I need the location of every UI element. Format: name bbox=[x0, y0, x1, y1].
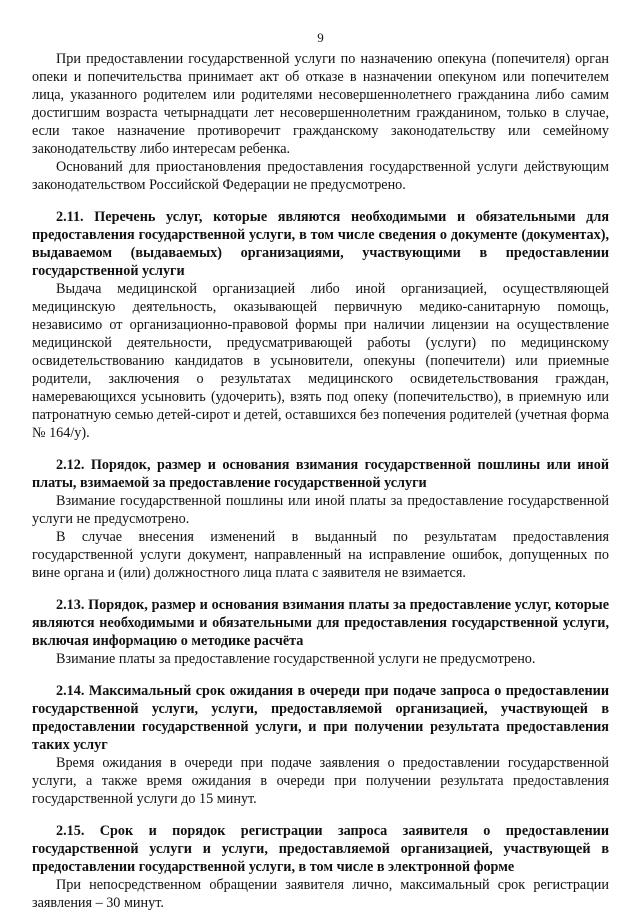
section-heading-2-13: 2.13. Порядок, размер и основания взимания платы за предоставление услуг, которые являются необходимыми и обязательными для предоставления государственной услуги, включая информацию о методике расчёта bbox=[32, 597, 609, 649]
paragraph-2-11-medical: Выдача медицинской организацией либо иной организацией, осуществляющей медицинскую деятельность, оказывающей первичную медико-санитарную помощь, независимо от организационно-правовой формы при наличии лицензии на осуществление медицинской деятельности, предусматривающей работы (услуги) по медицинскому освидетельствованию кандидатов в усыновители, опекуны (попечители) или приемные родители, заключения о результатах медицинского освидетельствования граждан, намеревающихся усыновить (удочерить), взять под опеку (попечительство), в приемную или патронатную семью детей-сирот и детей, оставшихся без попечения родителей (учетная форма № 164/у). bbox=[32, 281, 609, 441]
section-heading-2-15: 2.15. Срок и порядок регистрации запроса заявителя о предоставлении государственной услуги и услуги, предоставляемой организацией, участвующей в предоставлении государственной услуги, в том числе в электронной форме bbox=[32, 823, 609, 875]
paragraph-2-15-registration: При непосредственном обращении заявителя лично, максимальный срок регистрации заявления – 30 минут. bbox=[32, 877, 609, 911]
paragraph-guardian-refusal: При предоставлении государственной услуги по назначению опекуна (попечителя) орган опеки и попечительства принимает акт об отказе в назначении опекуном или попечителем лица, указанного родителем или родителями несовершеннолетнего гражданина либо самим достигшим возраста четырнадцати лет несовершеннолетним гражданином, только в случае, если такое назначение противоречит гражданскому законодательству или семейному законодательству либо интересам ребенка. bbox=[32, 51, 609, 157]
section-heading-2-11: 2.11. Перечень услуг, которые являются необходимыми и обязательными для предоставления государственной услуги, в том числе сведения о документе (документах), выдаваемом (выдаваемых) организациями, участвующими в предоставлении государственной услуги bbox=[32, 209, 609, 279]
paragraph-2-12-no-fee: Взимание государственной пошлины или иной платы за предоставление государственной услуги не предусмотрено. bbox=[32, 493, 609, 527]
paragraph-no-suspension: Оснований для приостановления предоставления государственной услуги действующим законодательством Российской Федерации не предусмотрено. bbox=[32, 159, 609, 193]
paragraph-2-13-no-fee: Взимание платы за предоставление государственной услуги не предусмотрено. bbox=[56, 651, 536, 667]
page-number: 9 bbox=[317, 30, 324, 45]
paragraph-2-14-queue-time: Время ожидания в очереди при подаче заявления о предоставлении государственной услуги, а также время ожидания в очереди при получении результата предоставления государственной услуги до 15 минут. bbox=[32, 755, 609, 807]
section-heading-2-14: 2.14. Максимальный срок ожидания в очереди при подаче запроса о предоставлении государственной услуги, услуги, предоставляемой организацией, участвующей в предоставлении государственной услуги, и при получении результата предоставления таких услуг bbox=[32, 683, 609, 753]
section-heading-2-12: 2.12. Порядок, размер и основания взимания государственной пошлины или иной платы, взимаемой за предоставление государственной услуги bbox=[32, 457, 609, 491]
paragraph-2-12-corrections: В случае внесения изменений в выданный по результатам предоставления государственной услуги документ, направленный на исправление ошибок, допущенных по вине органа и (или) должностного лица плата с заявителя не взимается. bbox=[32, 529, 609, 581]
